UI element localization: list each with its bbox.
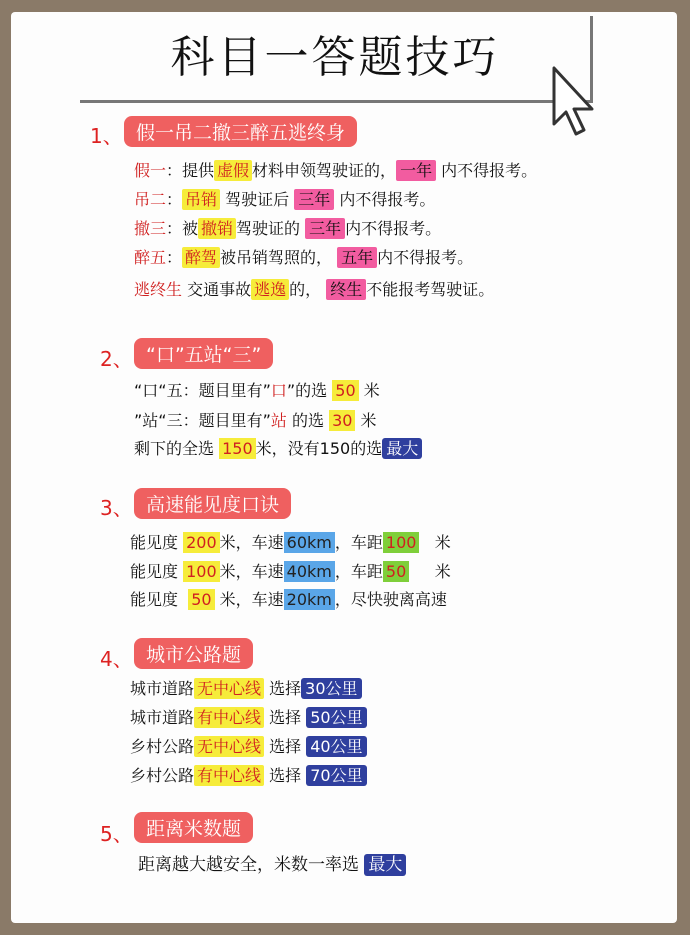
s3-r1-b: 米，车速 xyxy=(219,533,284,552)
s4-row-1 xyxy=(130,676,362,702)
s2-l1-b: ”的选 xyxy=(286,381,328,400)
s4-r3-b: 选择 xyxy=(269,737,302,756)
s4-r4-h: 有中心线 xyxy=(194,765,264,786)
s1-l3-key: 撤三 xyxy=(134,219,167,238)
s4-r2-a: 城市道路 xyxy=(130,708,195,727)
s1-l3-c: 内不得报考。 xyxy=(345,219,442,238)
s4-row-4 xyxy=(130,763,367,789)
s2-l3-n: 最大 xyxy=(382,438,422,459)
s3-r3-c: ，尽快驶离高速 xyxy=(334,590,447,609)
s2-l3-v: 150 xyxy=(219,438,256,459)
s3-row-3 xyxy=(130,587,447,613)
s2-l2-a: ”站“三：题目里有” xyxy=(134,411,271,430)
s1-line-1 xyxy=(134,158,537,184)
s1-l1-c: 内不得报考。 xyxy=(441,161,538,180)
title-box xyxy=(80,16,593,103)
s4-r4-a: 乡村公路 xyxy=(130,766,195,785)
section-3-number: 3、 xyxy=(100,496,133,520)
s4-r4-n: 70公里 xyxy=(306,765,366,786)
section-2-number: 2、 xyxy=(100,347,133,371)
s3-r2-b: 米，车速 xyxy=(219,562,284,581)
s1-l2-b: 驾驶证后 xyxy=(225,190,290,209)
section-3-header: 高速能见度口诀 xyxy=(134,488,291,519)
s1-l5-key: 逃终生 xyxy=(134,280,183,299)
page-title: 科目一答题技巧 xyxy=(170,32,500,83)
s1-l3-hl1: 撤销 xyxy=(198,218,236,239)
s4-r1-h: 无中心线 xyxy=(194,678,264,699)
s1-l5-b: 的， xyxy=(289,280,322,299)
section-2-header: “口”五站“三” xyxy=(134,338,273,369)
s4-r2-h: 有中心线 xyxy=(194,707,264,728)
s1-l4-key: 醉五 xyxy=(134,248,167,267)
s1-l4-hl2: 五年 xyxy=(337,247,377,268)
s2-l2-c: 米 xyxy=(360,411,377,430)
s2-line-1 xyxy=(134,378,380,404)
s1-l1-b: 材料申领驾驶证的， xyxy=(252,161,397,180)
s2-l2-v: 30 xyxy=(329,410,355,431)
s1-line-4 xyxy=(134,245,473,271)
s1-l5-a: 交通事故 xyxy=(187,280,252,299)
s3-r1-e: 米 xyxy=(434,533,451,552)
s1-l4-a: ： xyxy=(166,248,183,267)
s1-l2-a: ： xyxy=(166,190,183,209)
s3-r1-c: ，车距 xyxy=(334,533,383,552)
s2-l2-b: 的选 xyxy=(291,411,324,430)
section-4-header: 城市公路题 xyxy=(134,638,253,669)
s3-r2-e: 米 xyxy=(434,562,451,581)
section-5-number: 5、 xyxy=(100,822,133,846)
s1-l1-hl1: 虚假 xyxy=(214,160,252,181)
s3-r1-d: 100 xyxy=(383,532,420,553)
section-5-header: 距离米数题 xyxy=(134,812,253,843)
section-1-number: 1、 xyxy=(90,124,123,148)
s1-l1-hl2: 一年 xyxy=(396,160,436,181)
s1-l5-hl1: 逃逸 xyxy=(251,279,289,300)
s3-r2-s: 40km xyxy=(284,561,335,582)
s1-line-3 xyxy=(134,216,441,242)
s2-l1-c: 米 xyxy=(363,381,380,400)
s3-row-1 xyxy=(130,530,451,556)
s1-l5-hl2: 终生 xyxy=(326,279,366,300)
s3-r2-a: 能见度 xyxy=(130,562,179,581)
s5-l1-n: 最大 xyxy=(364,854,406,876)
s1-l2-c: 内不得报考。 xyxy=(339,190,436,209)
s2-l1-a: “口“五：题目里有” xyxy=(134,381,271,400)
s1-l4-c: 内不得报考。 xyxy=(377,248,474,267)
s4-r4-b: 选择 xyxy=(269,766,302,785)
s4-row-3 xyxy=(130,734,367,760)
s1-l3-a: ：被 xyxy=(166,219,199,238)
cursor-icon xyxy=(540,62,604,142)
s5-line-1 xyxy=(138,852,406,878)
s1-l4-b: 被吊销驾照的， xyxy=(220,248,333,267)
s1-l3-b: 驾驶证的 xyxy=(236,219,301,238)
s3-r2-c: ，车距 xyxy=(334,562,383,581)
s1-line-5 xyxy=(134,277,494,303)
s3-r3-v: 50 xyxy=(188,589,214,610)
s3-row-2 xyxy=(130,559,451,585)
s2-l1-v: 50 xyxy=(332,380,358,401)
s4-r1-a: 城市道路 xyxy=(130,679,195,698)
s4-r2-n: 50公里 xyxy=(306,707,366,728)
s2-l1-k: 口 xyxy=(270,381,287,400)
s3-r2-d: 50 xyxy=(383,561,409,582)
s3-r2-v: 100 xyxy=(183,561,220,582)
s4-r3-a: 乡村公路 xyxy=(130,737,195,756)
s4-r3-h: 无中心线 xyxy=(194,736,264,757)
s4-r3-n: 40公里 xyxy=(306,736,366,757)
s2-line-2 xyxy=(134,408,377,434)
s1-l5-c: 不能报考驾驶证。 xyxy=(366,280,495,299)
section-4-number: 4、 xyxy=(100,647,133,671)
s5-l1-a: 距离越大越安全，米数一率选 xyxy=(138,855,359,875)
s2-l2-k: 站 xyxy=(270,411,287,430)
s3-r1-v: 200 xyxy=(183,532,220,553)
s2-l3-a: 剩下的全选 xyxy=(134,439,215,458)
s1-l2-hl1: 吊销 xyxy=(182,189,220,210)
section-1-header: 假一吊二撤三醉五逃终身 xyxy=(124,116,357,147)
s3-r3-b: 米，车速 xyxy=(219,590,284,609)
s1-line-2 xyxy=(134,187,435,213)
s1-l4-hl1: 醉驾 xyxy=(182,247,220,268)
s1-l1-key: 假一 xyxy=(134,161,167,180)
s3-r3-a: 能见度 xyxy=(130,590,179,609)
s4-row-2 xyxy=(130,705,367,731)
s4-r1-n: 30公里 xyxy=(301,678,361,699)
s1-l2-key: 吊二 xyxy=(134,190,167,209)
s2-l3-b: 米，没有150的选 xyxy=(255,439,383,458)
s1-l3-hl2: 三年 xyxy=(305,218,345,239)
s3-r1-a: 能见度 xyxy=(130,533,179,552)
s2-line-3 xyxy=(134,436,422,462)
s4-r1-b: 选择 xyxy=(269,679,302,698)
s1-l1-a: ：提供 xyxy=(166,161,215,180)
s1-l2-hl2: 三年 xyxy=(294,189,334,210)
s4-r2-b: 选择 xyxy=(269,708,302,727)
s3-r3-s: 20km xyxy=(284,589,335,610)
s3-r1-s: 60km xyxy=(284,532,335,553)
